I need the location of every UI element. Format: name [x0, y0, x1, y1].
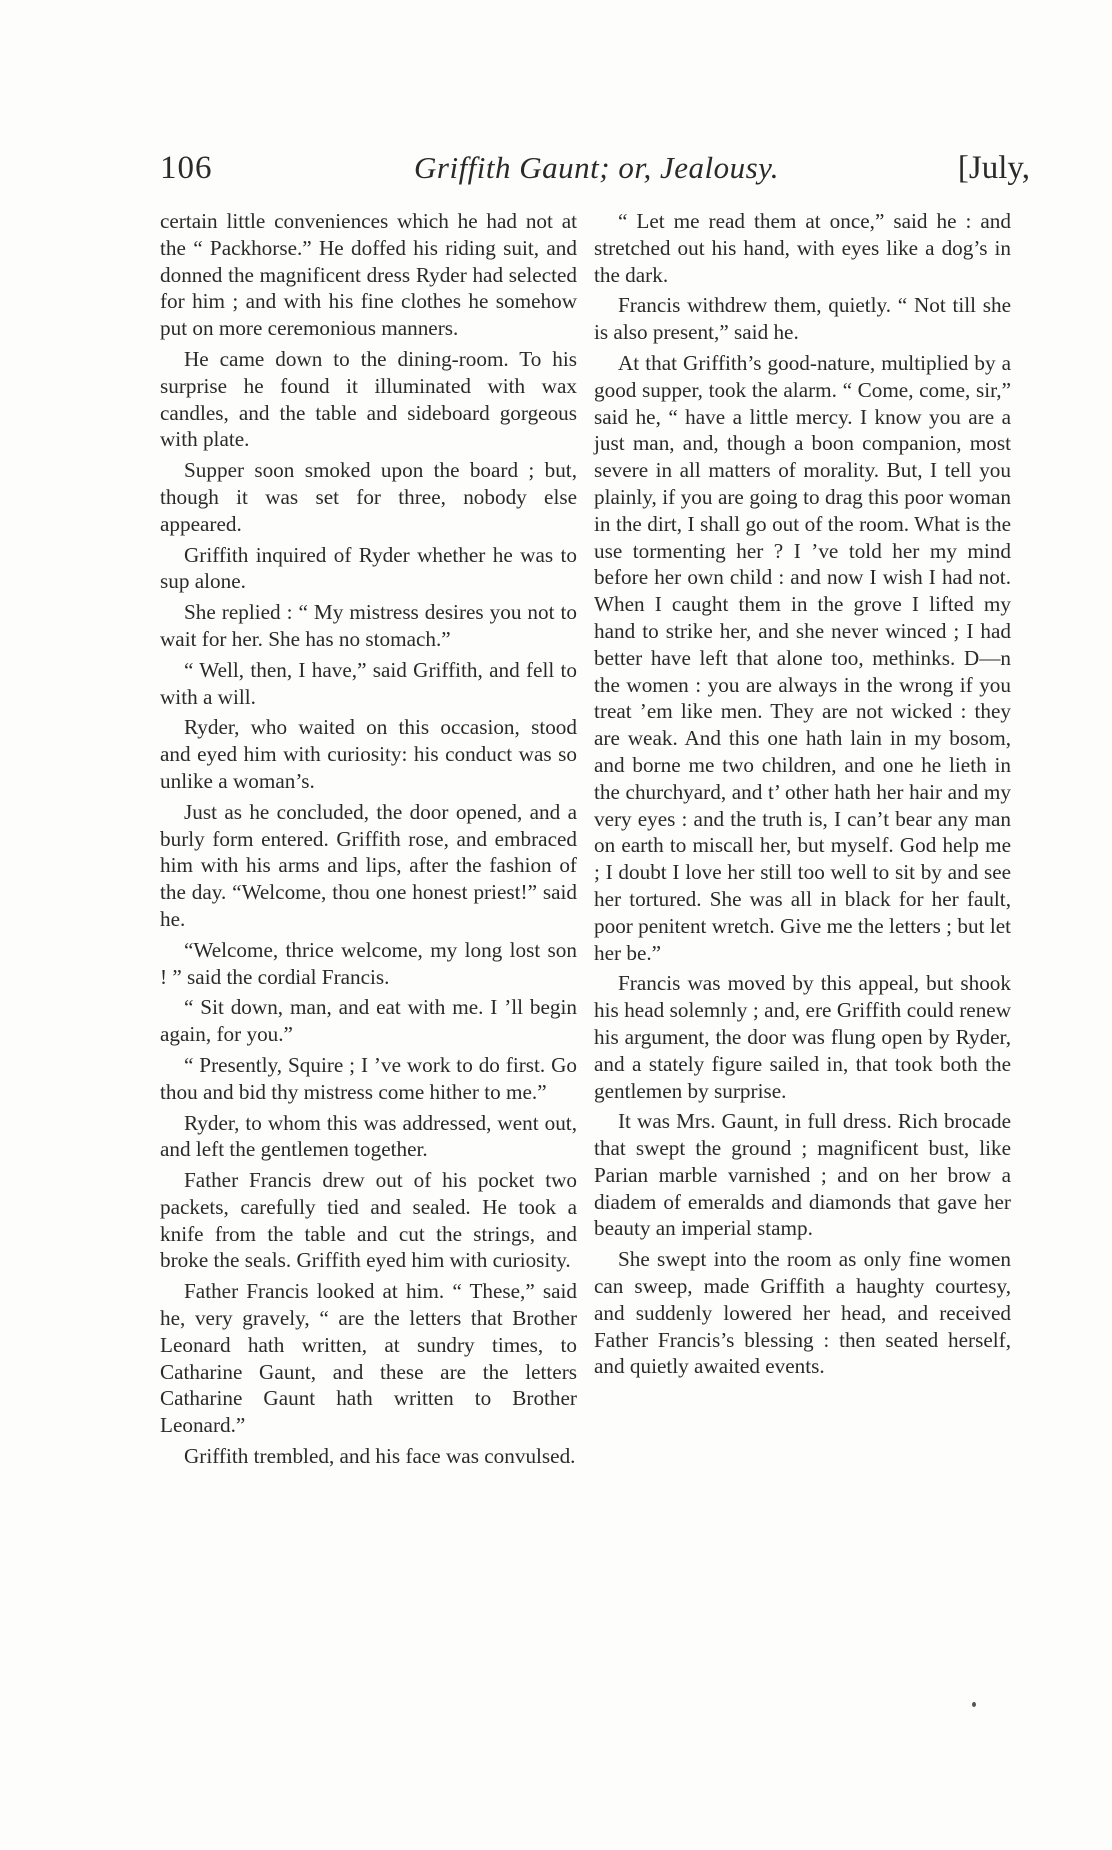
- paragraph: “ Let me read them at once,” said he : and stretched out his hand, with eyes like a dog’s in the dark.: [594, 209, 1011, 287]
- paragraph: Supper soon smoked upon the board ; but, though it was set for three, nobody else appeared.: [160, 458, 577, 536]
- page-header: [160, 150, 1030, 194]
- paragraph: Francis was moved by this appeal, but shook his head solemnly ; and, ere Griffith could renew his argument, the door was flung open by Ryder, and a stately figure sailed in, that took both the gentlemen by surprise.: [594, 971, 1011, 1103]
- paragraph: Father Francis looked at him. “ These,” said he, very gravely, “ are the letters that Brother Leonard hath written, at sundry times, to Catharine Gaunt, and these are the letters Catharine Gaunt hath written to Brother Leonard.”: [160, 1279, 577, 1438]
- paragraph: She swept into the room as only fine women can sweep, made Griffith a haughty courtesy, and suddenly lowered her head, and received Father Francis’s blessing : then seated herself, and quietly awaited events.: [594, 1247, 1011, 1379]
- paragraph: Ryder, to whom this was addressed, went out, and left the gentlemen together.: [160, 1110, 577, 1162]
- paragraph: Father Francis drew out of his pocket two packets, carefully tied and sealed. He took a knife from the table and cut the strings, and broke the seals. Griffith eyed him with curiosity.: [160, 1168, 577, 1273]
- paragraph: Griffith trembled, and his face was convulsed.: [184, 1444, 576, 1469]
- paragraph: Francis withdrew them, quietly. “ Not till she is also present,” said he.: [594, 293, 1011, 345]
- paragraph: He came down to the dining-room. To his surprise he found it illuminated with wax candles, and the table and sideboard gorgeous with plate.: [160, 346, 577, 452]
- paragraph: It was Mrs. Gaunt, in full dress. Rich brocade that swept the ground ; magnificent bust, like Parian marble varnished ; and on her brow a diadem of emeralds and diamonds that gave her beauty an imperial stamp.: [594, 1109, 1011, 1241]
- right-column: [594, 208, 1011, 1384]
- page-number: 106: [160, 150, 213, 186]
- paragraph: Ryder, who waited on this occasion, stood and eyed him with curiosity: his conduct was so unlike a woman’s.: [160, 715, 577, 793]
- header-month: [July,: [957, 150, 1030, 186]
- paragraph: “ Presently, Squire ; I ’ve work to do first. Go thou and bid thy mistress come hither to me.”: [160, 1052, 577, 1104]
- paragraph: At that Griffith’s good-nature, multiplied by a good supper, took the alarm. “ Come, come, sir,” said he, “ have a little mercy. I know you are a just man, and, though a boon companion, most severe in all matters of morality. But, I tell you plainly, if you are going to drag this poor woman in the dirt, I shall go out of the room. What is the use tormenting her ? I ’ve told her my mind before her own child : and now I wish I had not. When I caught them in the grove I lifted my hand to strike her, and she never winced ; I had better have left that alone too, methinks. D—n the women : you are always in the wrong if you treat ’em like men. They are not wicked : they are weak. And this one hath lain in my bosom, and borne me two children, and one he lieth in the churchyard, and t’ other hath her hair and my very eyes : and the truth is, I can’t bear any man on earth to miscall her, but myself. God help me ; I doubt I love her still too well to sit by and see her tortured. She was all in black for her fault, poor penitent wretch. Give me the letters ; but let her be.”: [594, 350, 1011, 965]
- speck-mark: [972, 1702, 976, 1707]
- paragraph: “ Sit down, man, and eat with me. I ’ll begin again, for you.”: [160, 995, 577, 1047]
- paragraph: certain little conveniences which he had not at the “ Packhorse.” He doffed his riding suit, and donned the magnificent dress Ryder had selected for him ; and with his fine clothes he somehow put on more ceremonious manners.: [160, 209, 577, 341]
- left-column: [160, 208, 577, 1474]
- paragraph: Just as he concluded, the door opened, and a burly form entered. Griffith rose, and embraced him with his arms and lips, after the fashion of the day. “Welcome, thou one honest priest!” said he.: [160, 799, 577, 931]
- paragraph: Griffith inquired of Ryder whether he was to sup alone.: [160, 542, 577, 594]
- paragraph: “Welcome, thrice welcome, my long lost son ! ” said the cordial Francis.: [160, 937, 577, 989]
- running-title: Griffith Gaunt; or, Jealousy.: [414, 150, 779, 185]
- paragraph: “ Well, then, I have,” said Griffith, and fell to with a will.: [160, 657, 577, 709]
- paragraph: She replied : “ My mistress desires you not to wait for her. She has no stomach.”: [160, 600, 577, 651]
